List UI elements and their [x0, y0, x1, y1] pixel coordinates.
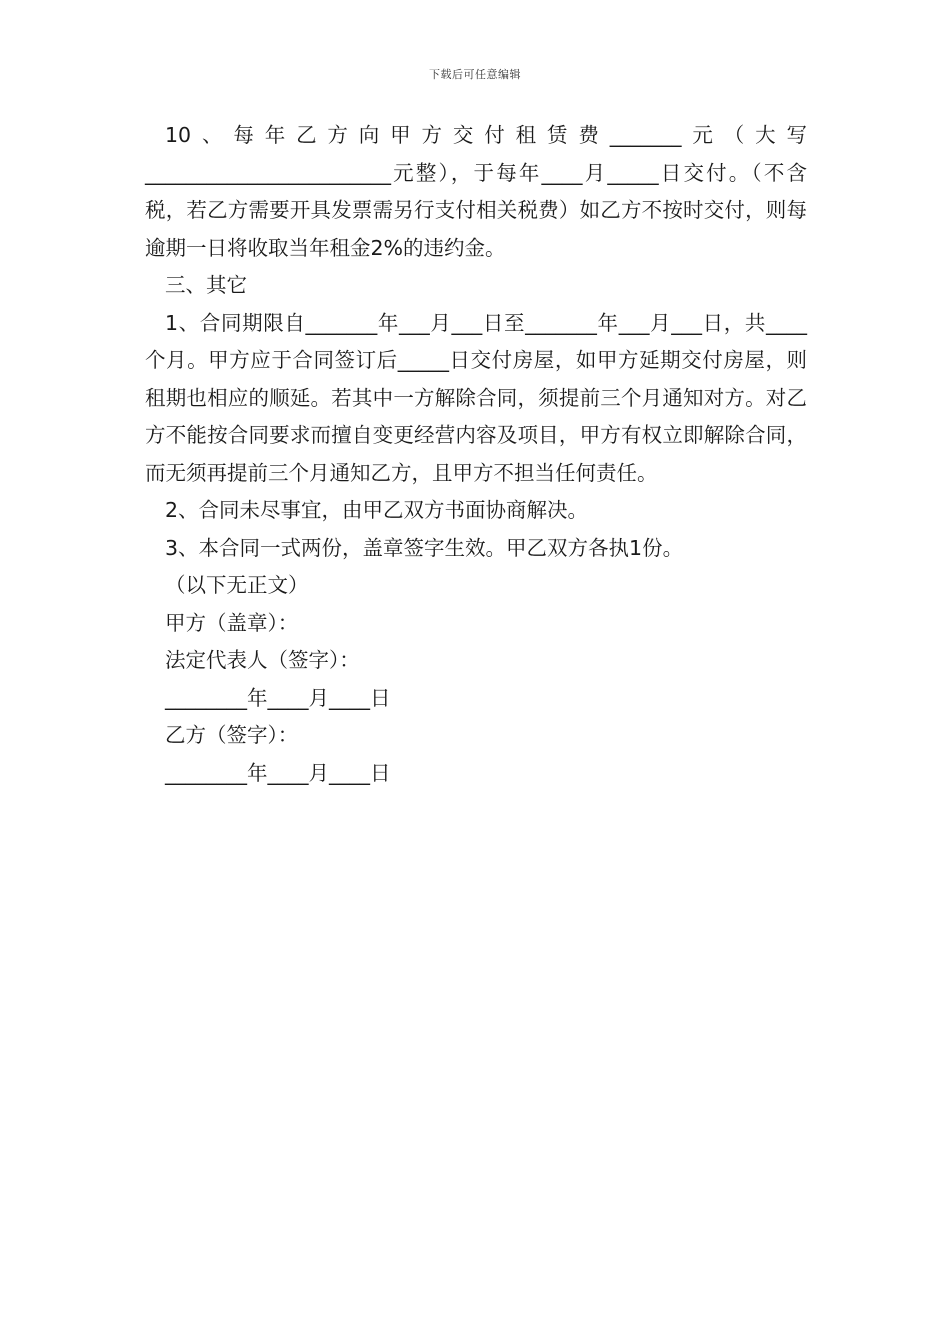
- party-a-seal-label: 甲方（盖章）：: [165, 610, 299, 635]
- document-body: [145, 117, 807, 792]
- section-3-title: 三、其它: [165, 273, 247, 297]
- clause-10: 10、每年乙方向甲方交付租赁费_______元（大写________________________元整），于每年____月_____日交付。（不含税，若乙方需要开具发票需另行支付相关税费）如乙方不按时交付，则每逾期一日将收取当年租金2%的违约金。: [145, 123, 807, 260]
- other-item-3: 3、本合同一式两份，盖章签字生效。甲乙双方各执1份。: [165, 535, 684, 560]
- no-more-text-note: （以下无正文）: [165, 573, 309, 597]
- other-item-2: 2、合同未尽事宜，由甲乙双方书面协商解决。: [165, 498, 589, 522]
- legal-representative-signature-label: 法定代表人（签字）：: [165, 648, 360, 672]
- party-b-date-line: ________年____月____日: [165, 760, 391, 785]
- page-header: 下载后可任意编辑: [429, 68, 521, 81]
- party-a-date-line: ________年____月____日: [165, 685, 391, 710]
- party-b-signature-label: 乙方（签字）：: [165, 723, 299, 747]
- other-item-1: 1、合同期限自_______年___月___日至_______年___月___日，共____个月。甲方应于合同签订后_____日交付房屋，如甲方延期交付房屋，则租期也相应的顺延。若其中一方解除合同，须提前三个月通知对方。对乙方不能按合同要求而擅自变更经营内容及项目，甲方有权立即解除合同，而无须再提前三个月通知乙方，且甲方不担当任何责任。: [145, 310, 807, 485]
